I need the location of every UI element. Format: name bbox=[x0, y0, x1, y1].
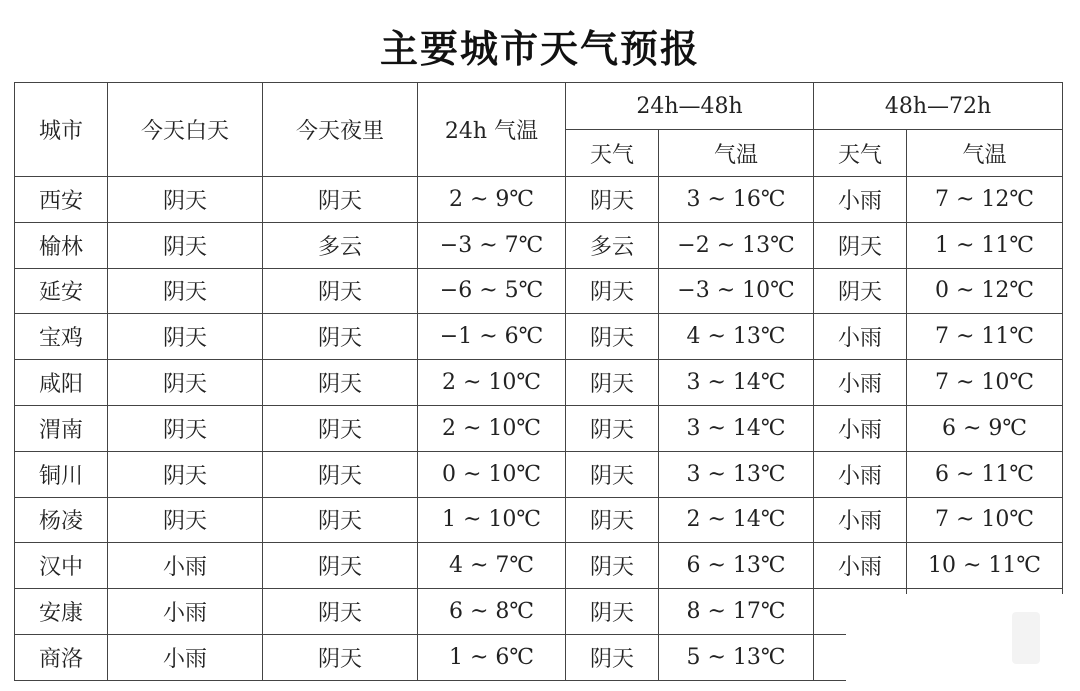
cell-today-day: 小雨 bbox=[108, 589, 263, 635]
cell-today-day: 阴天 bbox=[108, 222, 263, 268]
cell-temp-72h: 7 ~ 10℃ bbox=[907, 360, 1063, 406]
cell-today-night: 阴天 bbox=[263, 360, 418, 406]
cell-temp-48h: 3 ~ 16℃ bbox=[659, 177, 814, 223]
header-temp-24h: 24h 气温 bbox=[418, 83, 566, 177]
cell-today-night: 阴天 bbox=[263, 497, 418, 543]
header-group-48-72h: 48h—72h bbox=[814, 83, 1063, 130]
cell-weather-48h: 阴天 bbox=[566, 589, 659, 635]
cell-weather-48h: 阴天 bbox=[566, 177, 659, 223]
cell-weather-48h: 阴天 bbox=[566, 543, 659, 589]
page-title: 主要城市天气预报 bbox=[379, 27, 700, 71]
cell-today-night: 多云 bbox=[263, 222, 418, 268]
cell-weather-48h: 阴天 bbox=[566, 405, 659, 451]
cell-today-night: 阴天 bbox=[263, 268, 418, 314]
header-weather-72h: 天气 bbox=[814, 130, 907, 177]
cell-city: 咸阳 bbox=[15, 360, 108, 406]
cell-city: 渭南 bbox=[15, 405, 108, 451]
header-group-24-48h: 24h—48h bbox=[566, 83, 814, 130]
cell-weather-72h: 阴天 bbox=[814, 222, 907, 268]
cell-weather-72h: 小雨 bbox=[814, 497, 907, 543]
cell-weather-48h: 多云 bbox=[566, 222, 659, 268]
cell-city: 铜川 bbox=[15, 451, 108, 497]
cell-weather-48h: 阴天 bbox=[566, 360, 659, 406]
cell-today-night: 阴天 bbox=[263, 543, 418, 589]
forecast-table bbox=[14, 82, 1063, 681]
cell-temp-72h: 0 ~ 12℃ bbox=[907, 268, 1063, 314]
cell-city: 西安 bbox=[15, 177, 108, 223]
cell-temp-24h: 6 ~ 8℃ bbox=[418, 589, 566, 635]
cell-temp-24h: −1 ~ 6℃ bbox=[418, 314, 566, 360]
table-row bbox=[15, 497, 1063, 543]
cell-today-day: 阴天 bbox=[108, 451, 263, 497]
cell-today-night: 阴天 bbox=[263, 314, 418, 360]
cell-temp-24h: −3 ~ 7℃ bbox=[418, 222, 566, 268]
cell-today-day: 小雨 bbox=[108, 543, 263, 589]
cell-today-night: 阴天 bbox=[263, 634, 418, 680]
cell-city: 宝鸡 bbox=[15, 314, 108, 360]
cell-weather-72h: 阴天 bbox=[814, 268, 907, 314]
header-today-night: 今天夜里 bbox=[263, 83, 418, 177]
table-row bbox=[15, 177, 1063, 223]
cell-temp-72h: 7 ~ 11℃ bbox=[907, 314, 1063, 360]
cell-temp-48h: −2 ~ 13℃ bbox=[659, 222, 814, 268]
cell-city: 商洛 bbox=[15, 634, 108, 680]
cell-temp-24h: 1 ~ 6℃ bbox=[418, 634, 566, 680]
cell-temp-48h: −3 ~ 10℃ bbox=[659, 268, 814, 314]
cell-weather-72h: 小雨 bbox=[814, 405, 907, 451]
cell-temp-48h: 3 ~ 14℃ bbox=[659, 405, 814, 451]
cell-temp-72h: 6 ~ 9℃ bbox=[907, 405, 1063, 451]
cell-temp-48h: 3 ~ 13℃ bbox=[659, 451, 814, 497]
cell-temp-24h: 2 ~ 10℃ bbox=[418, 360, 566, 406]
cell-temp-24h: 2 ~ 10℃ bbox=[418, 405, 566, 451]
overlay-tab bbox=[1012, 612, 1040, 664]
header-weather-48h: 天气 bbox=[566, 130, 659, 177]
cell-today-night: 阴天 bbox=[263, 589, 418, 635]
cell-city: 汉中 bbox=[15, 543, 108, 589]
header-temperature-72h: 气温 bbox=[907, 130, 1063, 177]
cell-weather-72h: 小雨 bbox=[814, 543, 907, 589]
cell-today-day: 阴天 bbox=[108, 497, 263, 543]
cell-today-day: 阴天 bbox=[108, 314, 263, 360]
cell-temp-24h: 4 ~ 7℃ bbox=[418, 543, 566, 589]
table-row bbox=[15, 543, 1063, 589]
cell-temp-24h: 2 ~ 9℃ bbox=[418, 177, 566, 223]
cell-temp-48h: 8 ~ 17℃ bbox=[659, 589, 814, 635]
table-row bbox=[15, 360, 1063, 406]
cell-temp-48h: 4 ~ 13℃ bbox=[659, 314, 814, 360]
cell-temp-48h: 5 ~ 13℃ bbox=[659, 634, 814, 680]
overlay-panel bbox=[846, 594, 1080, 691]
cell-today-day: 阴天 bbox=[108, 405, 263, 451]
cell-weather-72h: 小雨 bbox=[814, 177, 907, 223]
cell-weather-72h: 小雨 bbox=[814, 360, 907, 406]
cell-today-day: 阴天 bbox=[108, 268, 263, 314]
cell-temp-72h: 10 ~ 11℃ bbox=[907, 543, 1063, 589]
cell-temp-24h: 1 ~ 10℃ bbox=[418, 497, 566, 543]
cell-temp-24h: −6 ~ 5℃ bbox=[418, 268, 566, 314]
cell-weather-72h: 小雨 bbox=[814, 314, 907, 360]
cell-weather-48h: 阴天 bbox=[566, 634, 659, 680]
cell-temp-24h: 0 ~ 10℃ bbox=[418, 451, 566, 497]
cell-city: 榆林 bbox=[15, 222, 108, 268]
cell-weather-48h: 阴天 bbox=[566, 314, 659, 360]
cell-today-day: 阴天 bbox=[108, 177, 263, 223]
cell-weather-48h: 阴天 bbox=[566, 451, 659, 497]
table-row bbox=[15, 451, 1063, 497]
table-row bbox=[15, 405, 1063, 451]
cell-temp-72h: 1 ~ 11℃ bbox=[907, 222, 1063, 268]
table-row bbox=[15, 222, 1063, 268]
cell-today-night: 阴天 bbox=[263, 177, 418, 223]
table-row bbox=[15, 314, 1063, 360]
cell-temp-72h: 6 ~ 11℃ bbox=[907, 451, 1063, 497]
header-city: 城市 bbox=[15, 83, 108, 177]
cell-city: 杨凌 bbox=[15, 497, 108, 543]
cell-today-day: 小雨 bbox=[108, 634, 263, 680]
cell-weather-48h: 阴天 bbox=[566, 497, 659, 543]
cell-today-day: 阴天 bbox=[108, 360, 263, 406]
cell-today-night: 阴天 bbox=[263, 451, 418, 497]
cell-city: 延安 bbox=[15, 268, 108, 314]
header-today-day: 今天白天 bbox=[108, 83, 263, 177]
cell-temp-48h: 6 ~ 13℃ bbox=[659, 543, 814, 589]
cell-temp-48h: 2 ~ 14℃ bbox=[659, 497, 814, 543]
cell-today-night: 阴天 bbox=[263, 405, 418, 451]
header-temperature-48h: 气温 bbox=[659, 130, 814, 177]
cell-city: 安康 bbox=[15, 589, 108, 635]
cell-temp-48h: 3 ~ 14℃ bbox=[659, 360, 814, 406]
cell-weather-72h: 小雨 bbox=[814, 451, 907, 497]
table-row bbox=[15, 268, 1063, 314]
cell-temp-72h: 7 ~ 10℃ bbox=[907, 497, 1063, 543]
cell-weather-48h: 阴天 bbox=[566, 268, 659, 314]
cell-temp-72h: 7 ~ 12℃ bbox=[907, 177, 1063, 223]
